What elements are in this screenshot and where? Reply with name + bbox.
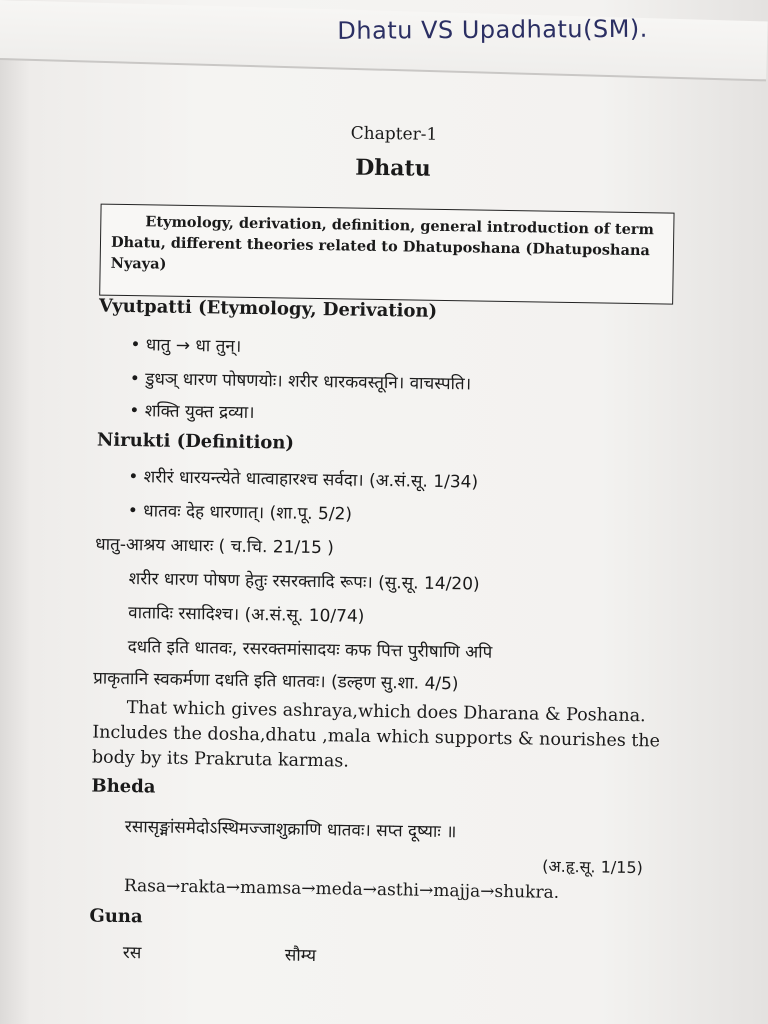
intro-text: Etymology, derivation, definition, general introduction of term Dhatu, different theories related to Dhatuposhana (Dhatuposhana Nyaya) [110,213,655,273]
vyutpatti-heading: Vyutpatti (Etymology, Derivation) [98,295,438,322]
chapter-title: Dhatu [355,154,431,182]
guna-col-2: सौम्य [284,945,317,967]
ashraya-para-line-1: दधति इति धातवः, रसरक्तमांसादयः कफ पित्त पुरीषाणि अपि [127,637,493,663]
handwritten-note: Dhatu VS Upadhatu(SM). [337,14,648,45]
ashraya-line: धातु-आश्रय आधारः ( च.चि. 21/15 ) [95,534,335,559]
ashraya-para-line-2: प्राकृतानि स्वकर्मणा दधति इति धातवः। (डल्हण सु.शा. 4/5) [93,668,459,695]
chapter-label: Chapter-1 [350,123,438,145]
nirukti-heading: Nirukti (Definition) [96,429,295,454]
bheda-reference: (अ.हृ.सू. 1/15) [542,856,644,878]
guna-heading: Guna [89,905,143,928]
vyutpatti-bullet-3: • शक्ति युक्त द्रव्या। [129,401,255,424]
intro-box [99,204,674,305]
nirukti-bullet-1: • शरीरं धारयन्त्येते धात्वाहारश्च सर्वदा। (अ.सं.सू. 1/34) [128,467,479,493]
vyutpatti-bullet-2: • डुधञ् धारण पोषणयोः। शरीर धारकवस्तूनि। वाचस्पति। [129,369,472,395]
english-paragraph: That which gives ashraya,which does Dharana & Poshana. Includes the dosha,dhatu ,mala which supports & nourishes the body by its Prakruta karmas. [91,698,661,772]
vyutpatti-bullet-1: • धातु → धा तुन्। [130,335,242,357]
ashraya-sub-2: वातादिः रसादिश्च। (अ.सं.सू. 10/74) [128,603,365,627]
nirukti-bullet-2: • धातवः देह धारणात्। (शा.पू. 5/2) [127,501,353,525]
bheda-shloka: रसासृङ्मांसमेदोऽस्थिमज्जाशुक्राणि धातवः। सप्त दूष्याः ॥ [124,817,457,843]
bheda-sequence: Rasa→rakta→mamsa→meda→asthi→majja→shukra. [123,876,560,903]
bheda-heading: Bheda [91,775,156,798]
ashraya-sub-1: शरीर धारण पोषण हेतुः रसरक्तादि रूपः। (सु.सू. 14/20) [128,569,480,595]
guna-col-1: रस [122,943,142,964]
